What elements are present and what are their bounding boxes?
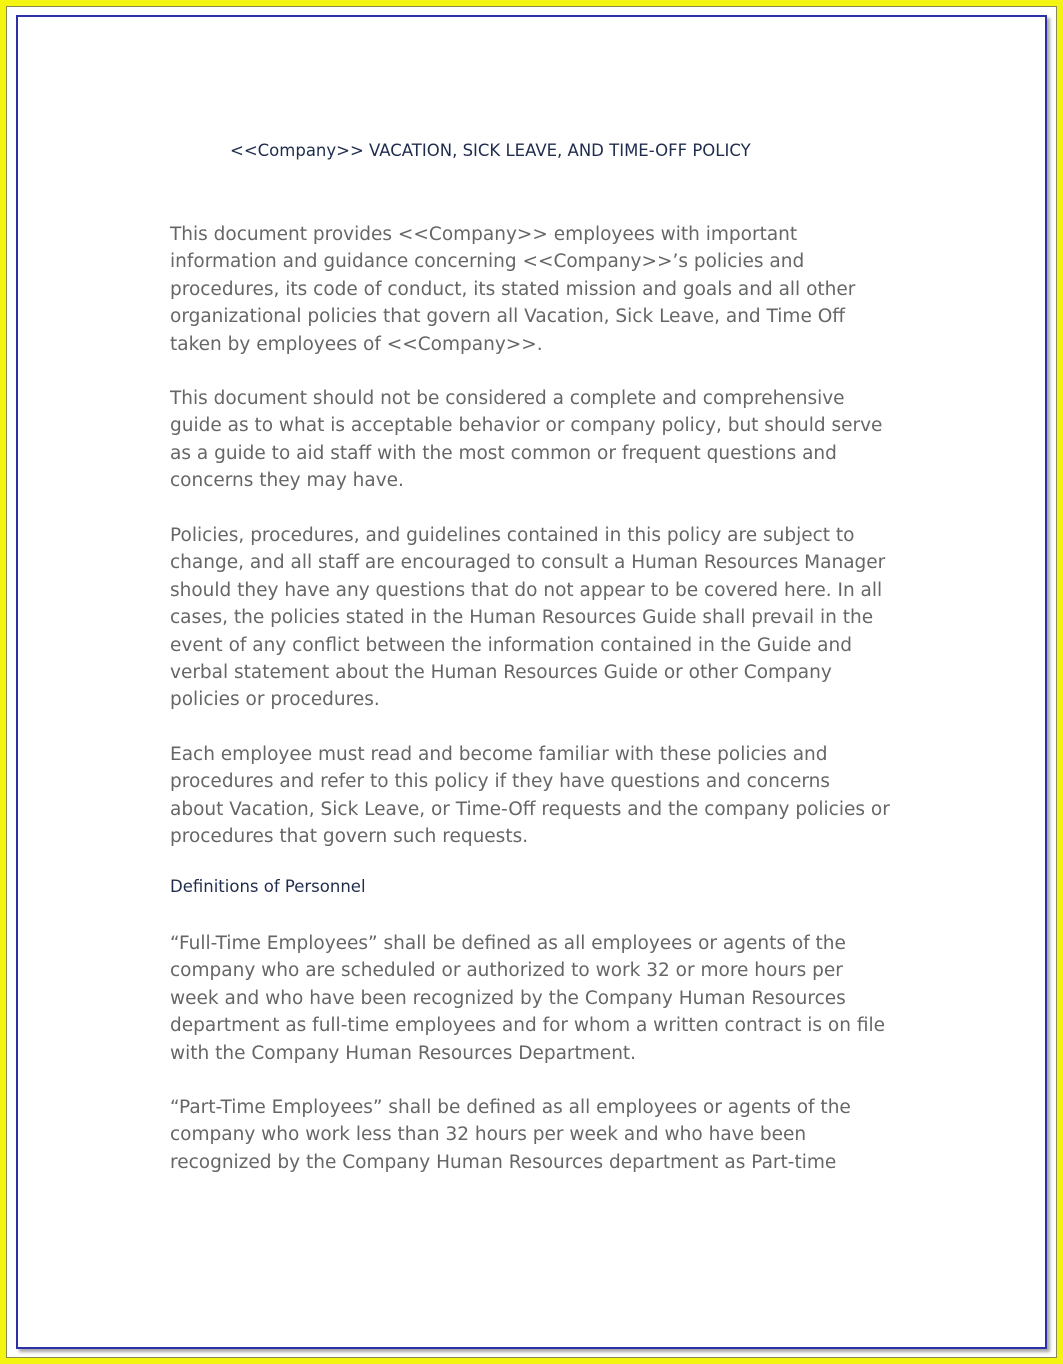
document-page	[16, 15, 1047, 1349]
text-line: should they have any questions that do not appear to be covered here. In all	[170, 579, 883, 601]
text-line: change, and all staff are encouraged to consult a Human Resources Manager	[170, 552, 886, 574]
text-line: recognized by the Company Human Resources department as Part-time	[170, 1151, 837, 1173]
text-line: “Part-Time Employees” shall be defined as all employees or agents of the	[170, 1097, 851, 1118]
text-line: This document provides <<Company>> employees with important	[170, 224, 798, 245]
text-line: week and who have been recognized by the Company Human Resources	[170, 987, 846, 1009]
text-line: with the Company Human Resources Department.	[170, 1042, 637, 1064]
text-line: guide as to what is acceptable behavior or company policy, but should serve	[170, 415, 883, 437]
text-line: taken by employees of <<Company>>.	[170, 333, 543, 355]
text-line: “Full-Time Employees” shall be defined as all employees or agents of the	[170, 933, 846, 954]
paragraph-scope	[170, 385, 900, 495]
text-line: This document should not be considered a complete and comprehensive	[170, 388, 845, 409]
paragraph-responsibility	[170, 741, 900, 851]
definition-part-time	[170, 1094, 900, 1176]
text-line: policies or procedures.	[170, 689, 380, 711]
text-line: verbal statement about the Human Resources Guide or other Company	[170, 662, 832, 684]
text-line: department as full-time employees and for whom a written contract is on file	[170, 1015, 886, 1037]
definition-full-time	[170, 930, 900, 1067]
text-line: cases, the policies stated in the Human Resources Guide shall prevail in the	[170, 607, 874, 629]
text-line: company who work less than 32 hours per week and who have been	[170, 1124, 807, 1146]
document-title: <<Company>> VACATION, SICK LEAVE, AND TIME-OFF POLICY	[230, 141, 751, 160]
text-line: procedures, its code of conduct, its stated mission and goals and all other	[170, 278, 856, 300]
paragraph-changes	[170, 522, 900, 714]
text-line: as a guide to aid staff with the most common or frequent questions and	[170, 442, 837, 464]
text-line: information and guidance concerning <<Company>>’s policies and	[170, 251, 805, 273]
text-line: concerns they may have.	[170, 470, 404, 492]
paragraph-introduction	[170, 221, 900, 358]
text-line: procedures and refer to this policy if they have questions and concerns	[170, 771, 831, 793]
text-line: Each employee must read and become familiar with these policies and	[170, 744, 828, 765]
text-line: company who are scheduled or authorized to work 32 or more hours per	[170, 960, 843, 982]
text-line: organizational policies that govern all Vacation, Sick Leave, and Time Off	[170, 306, 846, 328]
section-heading-definitions: Definitions of Personnel	[170, 877, 366, 896]
text-line: Policies, procedures, and guidelines contained in this policy are subject to	[170, 525, 855, 546]
text-line: procedures that govern such requests.	[170, 826, 529, 848]
text-line: about Vacation, Sick Leave, or Time-Off requests and the company policies or	[170, 798, 890, 820]
text-line: event of any conflict between the information contained in the Guide and	[170, 634, 852, 656]
